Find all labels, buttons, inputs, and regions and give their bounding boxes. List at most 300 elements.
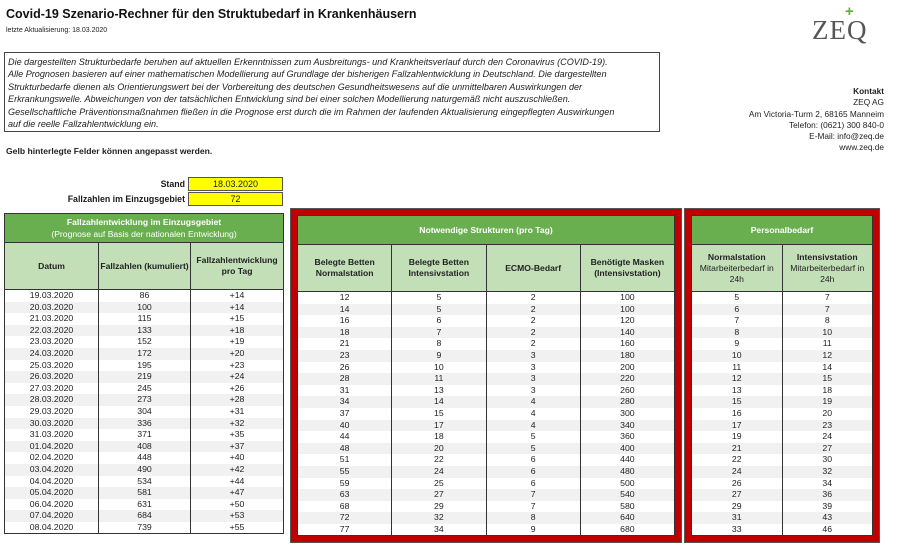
cases-group-title: Fallzahlentwicklung im Einzugsgebiet [66,217,222,227]
cases-daily-cell: +47 [191,487,284,499]
ecmo-cell: 3 [486,373,580,385]
table-row [692,385,873,397]
masks-cell: 300 [580,408,674,420]
staff-normal-cell: 6 [692,304,783,316]
staff-normal-cell: 5 [692,292,783,304]
cases-cumulative-cell: 581 [99,487,191,499]
logo-text: ZEQ [812,15,868,45]
cases-cumulative-cell: 684 [99,510,191,522]
table-row [298,501,675,513]
staff-normal-cell: 7 [692,315,783,327]
table-row [692,338,873,350]
beds-icu-cell: 13 [392,385,486,397]
table-row [692,327,873,339]
table-row [5,441,284,453]
date-cell: 26.03.2020 [5,371,99,383]
staff-icu-cell: 34 [782,478,873,490]
beds-normal-cell: 59 [298,478,392,490]
ecmo-cell: 6 [486,454,580,466]
stand-date-input[interactable]: 18.03.2020 [188,177,283,191]
masks-cell: 220 [580,373,674,385]
staff-normal-cell: 33 [692,524,783,536]
table-row [298,454,675,466]
table-row [5,348,284,360]
cases-cumulative-cell: 115 [99,313,191,325]
staff-icu-cell: 8 [782,315,873,327]
col-header-title: Normalstation [707,251,766,262]
beds-icu-cell: 27 [392,489,486,501]
cases-group-header [5,214,284,243]
cases-table [4,213,284,534]
staff-normal-cell: 15 [692,396,783,408]
ecmo-cell: 3 [486,350,580,362]
cases-cumulative-cell: 152 [99,336,191,348]
staff-normal-cell: 26 [692,478,783,490]
beds-icu-cell: 32 [392,512,486,524]
cases-cumulative-cell: 448 [99,452,191,464]
contact-block [749,86,884,154]
disclaimer-line: Erkrankungswelle. Abweichungen von der tatsächlichen Entwicklung sind bei einer solchen Modellierung naturgemäß nicht auszuschließen. [8,94,571,105]
cases-cumulative-cell: 631 [99,499,191,511]
table-row [298,466,675,478]
table-row [692,373,873,385]
staff-icu-cell: 15 [782,373,873,385]
table-row [5,429,284,441]
fallzahlen-row [0,192,188,206]
staff-normal-cell: 8 [692,327,783,339]
cases-cumulative-cell: 304 [99,406,191,418]
beds-normal-cell: 28 [298,373,392,385]
disclaimer-line: auf die reelle Fallzahlentwicklung ein. [8,119,159,130]
table-row [298,512,675,524]
staff-icu-cell: 12 [782,350,873,362]
table-row [298,315,675,327]
table-row [298,396,675,408]
beds-icu-cell: 20 [392,443,486,455]
disclaimer-line: Gesellschaftliche Präventionsmaßnahmen fließen in die Prognose erst durch die im Rahmen der laufenden Aktualisierung eingepflegten Auswirkungen [8,106,615,117]
beds-icu-cell: 10 [392,362,486,374]
date-cell: 02.04.2020 [5,452,99,464]
cases-cumulative-cell: 100 [99,302,191,314]
date-cell: 20.03.2020 [5,302,99,314]
staff-icu-cell: 36 [782,489,873,501]
cases-cumulative-cell: 219 [99,371,191,383]
staff-icu-cell: 14 [782,362,873,374]
cases-cumulative-cell: 336 [99,418,191,430]
staff-icu-cell: 19 [782,396,873,408]
beds-icu-cell: 25 [392,478,486,490]
ecmo-cell: 6 [486,466,580,478]
table-row [5,313,284,325]
beds-normal-cell: 12 [298,292,392,304]
table-row [692,524,873,536]
cases-daily-cell: +50 [191,499,284,511]
table-row [298,373,675,385]
cases-daily-cell: +35 [191,429,284,441]
beds-normal-cell: 16 [298,315,392,327]
staff-normal-cell: 17 [692,420,783,432]
staff-icu-cell: 27 [782,443,873,455]
cases-cumulative-cell: 408 [99,441,191,453]
table-row [298,524,675,536]
table-row [692,512,873,524]
ecmo-cell: 2 [486,304,580,316]
ecmo-cell: 8 [486,512,580,524]
table-row [692,501,873,513]
staff-icu-cell: 39 [782,501,873,513]
table-row [692,304,873,316]
ecmo-cell: 5 [486,443,580,455]
staff-icu-cell: 30 [782,454,873,466]
staff-normal-cell: 11 [692,362,783,374]
staff-icu-cell: 24 [782,431,873,443]
table-row [5,302,284,314]
cases-daily-cell: +24 [191,371,284,383]
table-row [692,454,873,466]
table-row [692,420,873,432]
cases-daily-cell: +15 [191,313,284,325]
masks-cell: 680 [580,524,674,536]
ecmo-cell: 2 [486,338,580,350]
staff-icu-cell: 11 [782,338,873,350]
col-header-subtitle: Mitarbeiterbedarf in 24h [790,262,865,284]
table-row [692,350,873,362]
col-header-betten-intensiv: Belegte Betten Intensivstation [392,245,486,292]
ecmo-cell: 7 [486,489,580,501]
beds-normal-cell: 14 [298,304,392,316]
table-row [692,292,873,304]
masks-cell: 100 [580,304,674,316]
date-cell: 03.04.2020 [5,464,99,476]
date-cell: 29.03.2020 [5,406,99,418]
cases-daily-cell: +19 [191,336,284,348]
staff-normal-cell: 21 [692,443,783,455]
cases-daily-cell: +14 [191,290,284,302]
date-cell: 28.03.2020 [5,394,99,406]
staff-icu-cell: 46 [782,524,873,536]
staff-normal-cell: 13 [692,385,783,397]
ecmo-cell: 4 [486,396,580,408]
cases-cumulative-cell: 371 [99,429,191,441]
col-header-datum: Datum [5,243,99,290]
ecmo-cell: 3 [486,362,580,374]
plus-icon: + [845,3,854,20]
staff-icu-cell: 7 [782,292,873,304]
table-row [298,408,675,420]
staff-normal-cell: 16 [692,408,783,420]
table-row [5,406,284,418]
date-cell: 08.04.2020 [5,522,99,534]
col-header-entwicklung: Fallzahlentwicklung pro Tag [191,243,284,290]
date-cell: 04.04.2020 [5,476,99,488]
stand-row [0,177,188,191]
beds-normal-cell: 51 [298,454,392,466]
ecmo-cell: 3 [486,385,580,397]
beds-normal-cell: 21 [298,338,392,350]
table-row [5,360,284,372]
staff-normal-cell: 27 [692,489,783,501]
contact-company: ZEQ AG [853,97,884,108]
table-row [692,362,873,374]
ecmo-cell: 7 [486,501,580,513]
table-row [5,325,284,337]
cases-cumulative-cell: 245 [99,383,191,395]
masks-cell: 640 [580,512,674,524]
table-row [692,396,873,408]
beds-icu-cell: 5 [392,292,486,304]
hint-text: Gelb hinterlegte Felder können angepasst werden. [6,146,213,156]
page-title: Covid-19 Szenario-Rechner für den Struktubedarf in Krankenhäusern [6,7,417,21]
staff-normal-cell: 9 [692,338,783,350]
masks-cell: 100 [580,292,674,304]
staff-group-header: Personalbedarf [692,216,873,245]
cases-cumulative-cell: 534 [99,476,191,488]
beds-icu-cell: 5 [392,304,486,316]
table-row [692,466,873,478]
table-row [5,371,284,383]
cases-daily-cell: +53 [191,510,284,522]
cases-cumulative-cell: 490 [99,464,191,476]
cases-cumulative-cell: 739 [99,522,191,534]
date-cell: 22.03.2020 [5,325,99,337]
cases-daily-cell: +14 [191,302,284,314]
masks-cell: 280 [580,396,674,408]
col-header-title: Intensivstation [796,251,858,262]
table-row [298,420,675,432]
beds-icu-cell: 18 [392,431,486,443]
staff-table [691,215,873,536]
masks-cell: 120 [580,315,674,327]
table-row [5,452,284,464]
beds-icu-cell: 6 [392,315,486,327]
beds-normal-cell: 44 [298,431,392,443]
beds-icu-cell: 24 [392,466,486,478]
table-row [298,385,675,397]
beds-normal-cell: 37 [298,408,392,420]
staff-icu-cell: 32 [782,466,873,478]
table-row [298,489,675,501]
table-row [5,394,284,406]
table-row [298,304,675,316]
disclaimer-line: Alle Prognosen basieren auf einer mathematischen Modellierung auf Grundlage der bisherigen Fallzahlentwicklung in Deutschland. Die dargestellten [8,69,607,80]
date-cell: 01.04.2020 [5,441,99,453]
staff-icu-cell: 43 [782,512,873,524]
ecmo-cell: 2 [486,327,580,339]
col-header-ecmo: ECMO-Bedarf [486,245,580,292]
cases-cumulative-cell: 273 [99,394,191,406]
contact-email[interactable]: E-Mail: info@zeq.de [809,131,884,142]
cases-daily-cell: +55 [191,522,284,534]
staff-normal-cell: 12 [692,373,783,385]
masks-cell: 580 [580,501,674,513]
masks-cell: 260 [580,385,674,397]
beds-normal-cell: 63 [298,489,392,501]
staff-normal-cell: 22 [692,454,783,466]
col-header-masken: Benötigte Masken (Intensivstation) [580,245,674,292]
table-row [5,464,284,476]
staff-icu-cell: 10 [782,327,873,339]
beds-normal-cell: 77 [298,524,392,536]
fallzahlen-input[interactable]: 72 [188,192,283,206]
col-header-staff-intensiv [782,245,873,292]
table-row [692,478,873,490]
cases-cumulative-cell: 86 [99,290,191,302]
beds-normal-cell: 31 [298,385,392,397]
cases-group-subtitle: (Prognose auf Basis der nationalen Entwicklung) [51,229,237,239]
beds-normal-cell: 34 [298,396,392,408]
table-row [298,327,675,339]
masks-cell: 180 [580,350,674,362]
beds-icu-cell: 15 [392,408,486,420]
col-header-fallzahlen: Fallzahlen (kumuliert) [99,243,191,290]
masks-cell: 360 [580,431,674,443]
stand-label: Stand [160,179,185,189]
staff-normal-cell: 19 [692,431,783,443]
cases-cumulative-cell: 195 [99,360,191,372]
disclaimer-box [4,52,660,132]
cases-daily-cell: +20 [191,348,284,360]
staff-highlight-box [684,208,880,543]
date-cell: 30.03.2020 [5,418,99,430]
cases-daily-cell: +44 [191,476,284,488]
beds-normal-cell: 18 [298,327,392,339]
cases-daily-cell: +28 [191,394,284,406]
cases-cumulative-cell: 172 [99,348,191,360]
staff-icu-cell: 20 [782,408,873,420]
table-row [5,383,284,395]
table-row [692,315,873,327]
beds-normal-cell: 55 [298,466,392,478]
date-cell: 19.03.2020 [5,290,99,302]
beds-icu-cell: 7 [392,327,486,339]
date-cell: 07.04.2020 [5,510,99,522]
beds-icu-cell: 29 [392,501,486,513]
masks-cell: 500 [580,478,674,490]
beds-icu-cell: 11 [392,373,486,385]
zeq-logo [812,5,882,45]
cases-daily-cell: +40 [191,452,284,464]
date-cell: 21.03.2020 [5,313,99,325]
contact-phone: Telefon: (0621) 300 840-0 [788,119,884,130]
structures-table [297,215,675,536]
ecmo-cell: 9 [486,524,580,536]
date-cell: 06.04.2020 [5,499,99,511]
col-header-betten-normal: Belegte Betten Normalstation [298,245,392,292]
ecmo-cell: 2 [486,315,580,327]
table-row [5,487,284,499]
beds-normal-cell: 26 [298,362,392,374]
disclaimer-line: Strukturbedarfe dienen als Orientierungswert bei der Vorbereitung des deutschen Gesundheitswesens auf die unmittelbaren Auswirkungen der [8,81,583,92]
fallzahlen-label: Fallzahlen im Einzugsgebiet [67,194,185,204]
ecmo-cell: 2 [486,292,580,304]
staff-normal-cell: 29 [692,501,783,513]
masks-cell: 200 [580,362,674,374]
table-row [5,522,284,534]
staff-icu-cell: 18 [782,385,873,397]
ecmo-cell: 4 [486,420,580,432]
staff-normal-cell: 24 [692,466,783,478]
contact-heading: Kontakt [853,86,884,96]
table-row [5,476,284,488]
table-row [298,338,675,350]
contact-website[interactable]: www.zeq.de [839,142,884,153]
cases-daily-cell: +26 [191,383,284,395]
date-cell: 24.03.2020 [5,348,99,360]
date-cell: 25.03.2020 [5,360,99,372]
table-row [298,292,675,304]
beds-normal-cell: 40 [298,420,392,432]
table-row [298,350,675,362]
date-cell: 23.03.2020 [5,336,99,348]
table-row [298,431,675,443]
staff-normal-cell: 31 [692,512,783,524]
staff-icu-cell: 23 [782,420,873,432]
masks-cell: 340 [580,420,674,432]
cases-daily-cell: +42 [191,464,284,476]
table-row [5,290,284,302]
ecmo-cell: 5 [486,431,580,443]
table-row [5,418,284,430]
table-row [298,478,675,490]
masks-cell: 540 [580,489,674,501]
beds-normal-cell: 48 [298,443,392,455]
table-row [298,443,675,455]
masks-cell: 440 [580,454,674,466]
beds-normal-cell: 23 [298,350,392,362]
cases-daily-cell: +18 [191,325,284,337]
date-cell: 05.04.2020 [5,487,99,499]
ecmo-cell: 6 [486,478,580,490]
beds-icu-cell: 22 [392,454,486,466]
table-row [692,431,873,443]
beds-icu-cell: 8 [392,338,486,350]
col-header-subtitle: Mitarbeiterbedarf in 24h [699,262,774,284]
masks-cell: 480 [580,466,674,478]
cases-daily-cell: +32 [191,418,284,430]
cases-cumulative-cell: 133 [99,325,191,337]
beds-icu-cell: 17 [392,420,486,432]
structures-group-header: Notwendige Strukturen (pro Tag) [298,216,675,245]
staff-icu-cell: 7 [782,304,873,316]
ecmo-cell: 4 [486,408,580,420]
beds-icu-cell: 34 [392,524,486,536]
disclaimer-line: Die dargestellten Strukturbedarfe beruhen auf aktuellen Erkenntnissen zum Ausbreitungs- und Krankheitsverlauf durch den Coronavirus (COVID-19). [8,57,608,67]
masks-cell: 400 [580,443,674,455]
cases-daily-cell: +37 [191,441,284,453]
staff-normal-cell: 10 [692,350,783,362]
table-row [5,510,284,522]
table-row [692,489,873,501]
date-cell: 27.03.2020 [5,383,99,395]
table-row [692,443,873,455]
date-cell: 31.03.2020 [5,429,99,441]
cases-daily-cell: +31 [191,406,284,418]
table-row [5,499,284,511]
masks-cell: 160 [580,338,674,350]
table-row [298,362,675,374]
table-row [5,336,284,348]
beds-icu-cell: 14 [392,396,486,408]
col-header-staff-normal [692,245,783,292]
masks-cell: 140 [580,327,674,339]
structures-highlight-box [290,208,682,543]
cases-daily-cell: +23 [191,360,284,372]
table-row [692,408,873,420]
beds-normal-cell: 72 [298,512,392,524]
last-updated: letzte Aktualisierung: 18.03.2020 [6,27,108,34]
beds-icu-cell: 9 [392,350,486,362]
beds-normal-cell: 68 [298,501,392,513]
